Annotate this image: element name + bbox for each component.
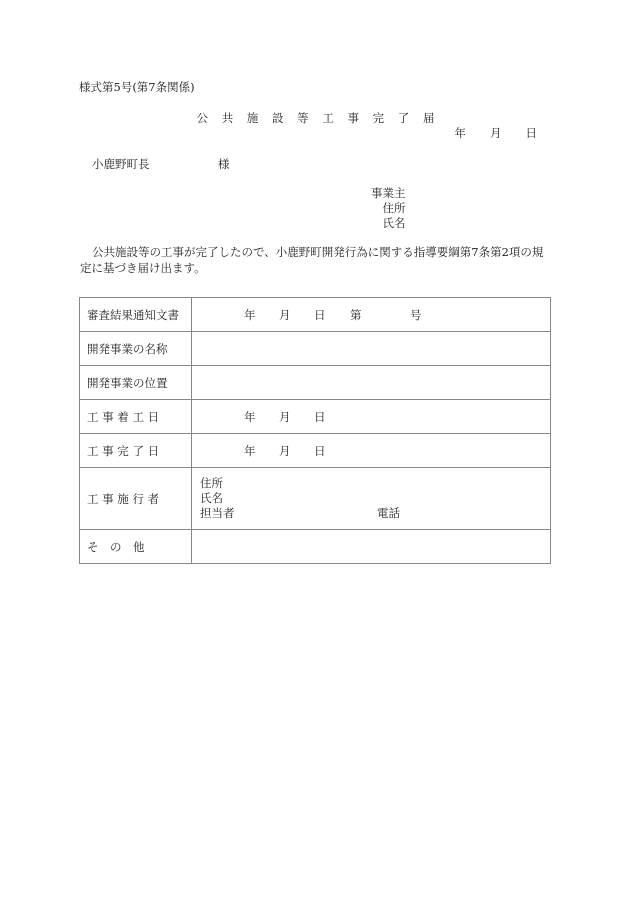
row-label-project-name: 開発事業の名称	[80, 332, 192, 366]
year-label: 年	[244, 307, 256, 322]
day-label: 日	[314, 443, 326, 458]
row-label-completion-date: 工 事 完 了 日	[80, 434, 192, 468]
sender-block	[371, 186, 406, 231]
month-label: 月	[279, 307, 291, 322]
sender-business-owner: 事業主	[371, 186, 406, 200]
month-label: 月	[279, 409, 291, 424]
row-label-project-location: 開発事業の位置	[80, 366, 192, 400]
form-table	[79, 297, 551, 564]
table-row	[80, 468, 551, 530]
project-name-field[interactable]	[192, 332, 551, 366]
table-row	[80, 332, 551, 366]
month-label: 月	[279, 443, 291, 458]
row-label-other: そ の 他	[80, 530, 192, 564]
start-date-field[interactable]	[192, 400, 551, 434]
table-row	[80, 298, 551, 332]
review-notice-field[interactable]	[192, 298, 551, 332]
body-paragraph: 公共施設等の工事が完了したので、小鹿野町開発行為に関する指導要綱第7条第2項の規定に基づき届け出ます。	[80, 245, 544, 275]
date-month-label: 月	[490, 126, 502, 140]
day-label: 日	[314, 409, 326, 424]
row-label-contractor: 工 事 施 行 者	[80, 468, 192, 530]
table-row	[80, 530, 551, 564]
date-year-label: 年	[454, 126, 466, 140]
row-label-review-notice: 審査結果通知文書	[80, 298, 192, 332]
sender-name-label: 氏名	[382, 216, 406, 230]
contractor-phone-label: 電話	[377, 506, 400, 520]
day-label: 日	[314, 307, 326, 322]
addressee-honorific: 様	[218, 157, 230, 171]
form-number: 様式第5号(第7条関係)	[79, 80, 195, 94]
row-label-start-date: 工 事 着 工 日	[80, 400, 192, 434]
date-day-label: 日	[525, 126, 537, 140]
document-title: 公 共 施 設 等 工 事 完 了 届	[196, 111, 440, 125]
number-prefix-label: 第	[350, 307, 362, 322]
project-location-field[interactable]	[192, 366, 551, 400]
completion-date-field[interactable]	[192, 434, 551, 468]
table-row	[80, 434, 551, 468]
table-row	[80, 366, 551, 400]
sender-address-label: 住所	[382, 201, 406, 215]
contractor-person-label: 担当者	[200, 506, 235, 520]
year-label: 年	[244, 443, 256, 458]
year-label: 年	[244, 409, 256, 424]
contractor-name-label: 氏名	[200, 491, 223, 505]
table-row	[80, 400, 551, 434]
contractor-address-label: 住所	[200, 476, 223, 490]
addressee-name: 小鹿野町長	[92, 157, 150, 171]
other-field[interactable]	[192, 530, 551, 564]
contractor-field[interactable]	[192, 468, 551, 530]
number-suffix-label: 号	[410, 307, 422, 322]
submission-date	[455, 125, 538, 141]
